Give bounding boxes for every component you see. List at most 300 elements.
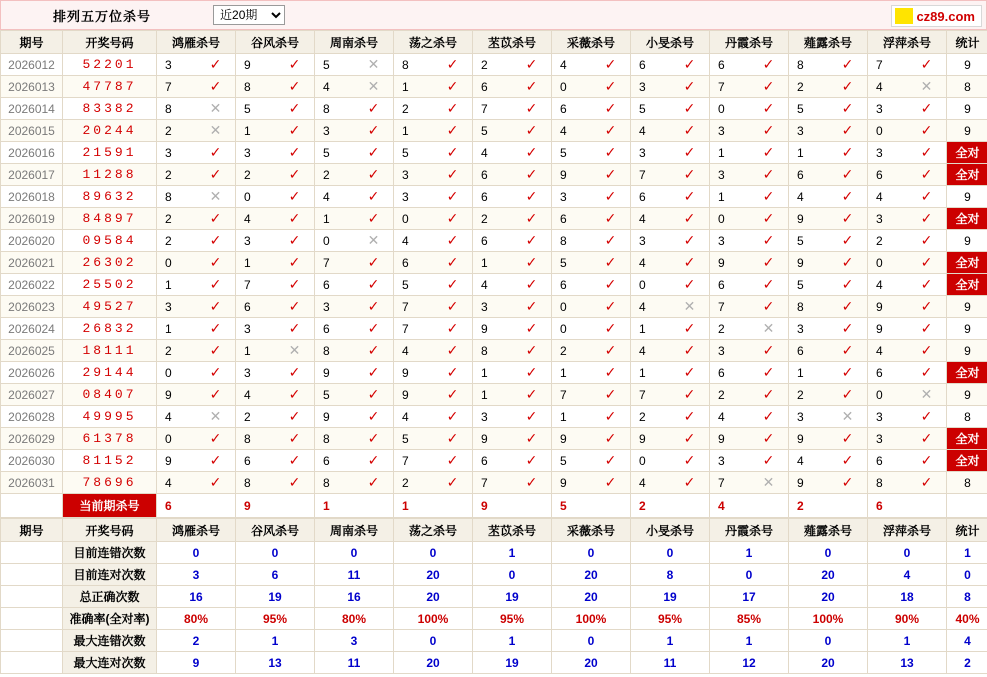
kill-cell bbox=[789, 98, 868, 120]
kill-cell bbox=[394, 120, 473, 142]
kill-number: 1 bbox=[323, 211, 330, 226]
current-kill-cell bbox=[789, 494, 868, 518]
check-icon: ✓ bbox=[604, 386, 617, 402]
summary-value-cell: 20 bbox=[394, 586, 473, 608]
check-icon: ✓ bbox=[683, 100, 696, 116]
issue-cell: 2026031 bbox=[1, 472, 63, 494]
current-stat-cell bbox=[947, 494, 987, 518]
kill-cell bbox=[236, 164, 315, 186]
summary-value-cell: 90% bbox=[868, 608, 947, 630]
kill-number: 4 bbox=[639, 475, 646, 490]
draw-code-cell: 84897 bbox=[63, 208, 157, 230]
kill-number: 9 bbox=[402, 387, 409, 402]
kill-cell bbox=[394, 362, 473, 384]
check-icon: ✓ bbox=[288, 122, 301, 138]
kill-number: 3 bbox=[718, 343, 725, 358]
column-header-12: 统计 bbox=[947, 31, 987, 54]
check-icon: ✓ bbox=[683, 342, 696, 358]
kill-cell bbox=[552, 428, 631, 450]
check-icon: ✓ bbox=[288, 232, 301, 248]
summary-value-cell: 13 bbox=[868, 652, 947, 674]
kill-number: 6 bbox=[639, 57, 646, 72]
kill-number: 2 bbox=[797, 387, 804, 402]
kill-number: 9 bbox=[718, 255, 725, 270]
kill-number: 1 bbox=[165, 321, 172, 336]
kill-number: 7 bbox=[718, 475, 725, 490]
kill-cell bbox=[157, 164, 236, 186]
table-row bbox=[1, 274, 987, 296]
check-icon: ✓ bbox=[367, 122, 380, 138]
kill-cell bbox=[789, 164, 868, 186]
kill-number: 0 bbox=[560, 79, 567, 94]
table-row bbox=[1, 318, 987, 340]
kill-number: 6 bbox=[402, 255, 409, 270]
kill-cell bbox=[631, 450, 710, 472]
check-icon: ✓ bbox=[446, 320, 459, 336]
summary-value-cell: 20 bbox=[789, 564, 868, 586]
check-icon: ✓ bbox=[367, 188, 380, 204]
check-icon: ✓ bbox=[446, 56, 459, 72]
check-icon: ✓ bbox=[525, 430, 538, 446]
kill-number: 6 bbox=[876, 365, 883, 380]
check-icon: ✓ bbox=[841, 298, 854, 314]
kill-cell bbox=[789, 76, 868, 98]
kill-number: 3 bbox=[876, 409, 883, 424]
stat-cell: 9 bbox=[947, 318, 987, 340]
kill-number: 9 bbox=[876, 321, 883, 336]
check-icon: ✓ bbox=[446, 188, 459, 204]
check-icon: ✓ bbox=[446, 276, 459, 292]
kill-cell bbox=[789, 274, 868, 296]
kill-cell bbox=[552, 142, 631, 164]
check-icon: ✓ bbox=[683, 122, 696, 138]
kill-number: 4 bbox=[481, 277, 488, 292]
kill-number: 2 bbox=[639, 409, 646, 424]
check-icon: ✓ bbox=[367, 254, 380, 270]
current-kill-number: 6 bbox=[876, 498, 883, 513]
kill-number: 6 bbox=[560, 211, 567, 226]
kill-number: 0 bbox=[876, 255, 883, 270]
draw-code-cell: 11288 bbox=[63, 164, 157, 186]
kill-cell bbox=[710, 252, 789, 274]
kill-cell bbox=[710, 230, 789, 252]
kill-number: 3 bbox=[797, 123, 804, 138]
check-icon: ✓ bbox=[683, 474, 696, 490]
kill-number: 4 bbox=[639, 211, 646, 226]
check-icon: ✓ bbox=[525, 188, 538, 204]
kill-number: 1 bbox=[797, 365, 804, 380]
check-icon: ✓ bbox=[525, 100, 538, 116]
summary-value-cell: 0 bbox=[710, 564, 789, 586]
kill-number: 0 bbox=[560, 299, 567, 314]
check-icon: ✓ bbox=[446, 144, 459, 160]
draw-code-cell: 21591 bbox=[63, 142, 157, 164]
summary-stat-cell: 2 bbox=[947, 652, 987, 674]
kill-cell bbox=[315, 406, 394, 428]
check-icon: ✓ bbox=[841, 342, 854, 358]
kill-cell bbox=[631, 120, 710, 142]
kill-number: 9 bbox=[481, 321, 488, 336]
kill-number: 3 bbox=[323, 123, 330, 138]
cross-icon: ✕ bbox=[762, 320, 775, 336]
kill-cell bbox=[631, 362, 710, 384]
kill-cell bbox=[631, 340, 710, 362]
kill-cell bbox=[236, 186, 315, 208]
kill-number: 3 bbox=[876, 211, 883, 226]
kill-cell bbox=[631, 164, 710, 186]
kill-cell bbox=[394, 296, 473, 318]
summary-value-cell: 20 bbox=[789, 652, 868, 674]
kill-number: 2 bbox=[481, 211, 488, 226]
kill-cell bbox=[394, 450, 473, 472]
check-icon: ✓ bbox=[683, 452, 696, 468]
check-icon: ✓ bbox=[288, 474, 301, 490]
kill-number: 8 bbox=[323, 475, 330, 490]
check-icon: ✓ bbox=[209, 386, 222, 402]
kill-number: 4 bbox=[718, 409, 725, 424]
kill-cell bbox=[710, 186, 789, 208]
kill-number: 0 bbox=[244, 189, 251, 204]
summary-value-cell: 9 bbox=[157, 652, 236, 674]
table-row bbox=[1, 76, 987, 98]
table-body bbox=[1, 54, 987, 518]
kill-number: 3 bbox=[165, 145, 172, 160]
check-icon: ✓ bbox=[604, 188, 617, 204]
table-row bbox=[1, 252, 987, 274]
kill-cell bbox=[710, 362, 789, 384]
check-icon: ✓ bbox=[762, 276, 775, 292]
check-icon: ✓ bbox=[920, 320, 933, 336]
kill-cell bbox=[789, 142, 868, 164]
kill-number: 6 bbox=[797, 167, 804, 182]
kill-cell bbox=[394, 98, 473, 120]
kill-cell bbox=[157, 406, 236, 428]
cross-icon: ✕ bbox=[209, 122, 222, 138]
column-header-9: 丹霞杀号 bbox=[710, 31, 789, 54]
check-icon: ✓ bbox=[920, 364, 933, 380]
kill-cell bbox=[473, 142, 552, 164]
column-header-6: 苤苡杀号 bbox=[473, 31, 552, 54]
kill-cell bbox=[394, 76, 473, 98]
kill-cell bbox=[236, 450, 315, 472]
check-icon: ✓ bbox=[841, 122, 854, 138]
kill-cell bbox=[236, 296, 315, 318]
summary-value-cell: 0 bbox=[473, 564, 552, 586]
table-row bbox=[1, 428, 987, 450]
kill-cell bbox=[710, 164, 789, 186]
kill-number: 6 bbox=[639, 189, 646, 204]
summary-spacer-cell bbox=[1, 564, 63, 586]
kill-number: 9 bbox=[165, 387, 172, 402]
kill-cell bbox=[315, 186, 394, 208]
summary-value-cell: 100% bbox=[789, 608, 868, 630]
check-icon: ✓ bbox=[288, 210, 301, 226]
kill-cell bbox=[789, 406, 868, 428]
kill-cell bbox=[631, 208, 710, 230]
kill-number: 9 bbox=[560, 431, 567, 446]
kill-cell bbox=[315, 472, 394, 494]
kill-cell bbox=[789, 362, 868, 384]
kill-cell bbox=[710, 428, 789, 450]
check-icon: ✓ bbox=[762, 232, 775, 248]
summary-value-cell: 95% bbox=[631, 608, 710, 630]
kill-cell bbox=[631, 428, 710, 450]
kill-cell bbox=[552, 230, 631, 252]
kill-number: 7 bbox=[718, 299, 725, 314]
check-icon: ✓ bbox=[525, 386, 538, 402]
kill-cell bbox=[710, 318, 789, 340]
summary-value-cell: 80% bbox=[157, 608, 236, 630]
current-kill-cell bbox=[315, 494, 394, 518]
kill-number: 4 bbox=[797, 189, 804, 204]
kill-number: 2 bbox=[165, 233, 172, 248]
cross-icon: ✕ bbox=[367, 232, 380, 248]
kill-cell bbox=[236, 384, 315, 406]
kill-cell bbox=[552, 54, 631, 76]
summary-value-cell: 19 bbox=[473, 652, 552, 674]
header-row bbox=[1, 31, 987, 54]
kill-number: 4 bbox=[402, 343, 409, 358]
summary-value-cell: 18 bbox=[868, 586, 947, 608]
kill-number: 4 bbox=[639, 255, 646, 270]
kill-number: 9 bbox=[323, 365, 330, 380]
kill-cell bbox=[552, 472, 631, 494]
summary-row-label: 目前连错次数 bbox=[63, 542, 157, 564]
draw-code-cell: 47787 bbox=[63, 76, 157, 98]
kill-number: 3 bbox=[876, 431, 883, 446]
check-icon: ✓ bbox=[683, 276, 696, 292]
kill-cell bbox=[710, 120, 789, 142]
check-icon: ✓ bbox=[209, 298, 222, 314]
kill-number: 2 bbox=[165, 211, 172, 226]
cross-icon: ✕ bbox=[209, 408, 222, 424]
check-icon: ✓ bbox=[762, 342, 775, 358]
check-icon: ✓ bbox=[920, 452, 933, 468]
summary-row bbox=[1, 608, 987, 630]
kill-number: 6 bbox=[560, 277, 567, 292]
kill-cell bbox=[868, 296, 947, 318]
kill-cell bbox=[552, 450, 631, 472]
check-icon: ✓ bbox=[841, 166, 854, 182]
summary-spacer-cell bbox=[1, 630, 63, 652]
kill-cell bbox=[394, 164, 473, 186]
kill-cell bbox=[631, 54, 710, 76]
summary-value-cell: 80% bbox=[315, 608, 394, 630]
issue-cell: 2026016 bbox=[1, 142, 63, 164]
check-icon: ✓ bbox=[288, 254, 301, 270]
check-icon: ✓ bbox=[920, 122, 933, 138]
check-icon: ✓ bbox=[604, 430, 617, 446]
current-empty-cell bbox=[1, 494, 63, 518]
check-icon: ✓ bbox=[446, 430, 459, 446]
kill-cell bbox=[394, 340, 473, 362]
kill-cell bbox=[552, 252, 631, 274]
cross-icon: ✕ bbox=[683, 298, 696, 314]
check-icon: ✓ bbox=[525, 78, 538, 94]
kill-number: 3 bbox=[244, 321, 251, 336]
kill-number: 4 bbox=[560, 57, 567, 72]
kill-number: 6 bbox=[244, 299, 251, 314]
issue-cell: 2026013 bbox=[1, 76, 63, 98]
summary-value-cell: 0 bbox=[157, 542, 236, 564]
kill-number: 0 bbox=[639, 453, 646, 468]
page-header bbox=[0, 0, 987, 30]
kill-cell bbox=[394, 252, 473, 274]
kill-number: 4 bbox=[323, 79, 330, 94]
check-icon: ✓ bbox=[762, 210, 775, 226]
kill-cell bbox=[315, 164, 394, 186]
kill-number: 3 bbox=[718, 453, 725, 468]
summary-value-cell: 100% bbox=[394, 608, 473, 630]
kill-cell bbox=[868, 340, 947, 362]
period-select[interactable] bbox=[213, 5, 285, 25]
kill-cell bbox=[552, 406, 631, 428]
check-icon: ✓ bbox=[920, 254, 933, 270]
column-header-7: 采薇杀号 bbox=[552, 31, 631, 54]
summary-value-cell: 16 bbox=[315, 586, 394, 608]
column-header-8: 小旻杀号 bbox=[631, 31, 710, 54]
kill-number: 0 bbox=[876, 123, 883, 138]
summary-value-cell: 1 bbox=[868, 630, 947, 652]
check-icon: ✓ bbox=[525, 474, 538, 490]
cross-icon: ✕ bbox=[920, 78, 933, 94]
kill-number: 4 bbox=[244, 211, 251, 226]
issue-cell: 2026024 bbox=[1, 318, 63, 340]
kill-cell bbox=[315, 230, 394, 252]
check-icon: ✓ bbox=[209, 364, 222, 380]
check-icon: ✓ bbox=[683, 430, 696, 446]
check-icon: ✓ bbox=[683, 364, 696, 380]
kill-cell bbox=[157, 120, 236, 142]
kill-cell bbox=[315, 318, 394, 340]
kill-number: 5 bbox=[560, 145, 567, 160]
kill-cell bbox=[868, 164, 947, 186]
check-icon: ✓ bbox=[446, 210, 459, 226]
stat-cell: 全对 bbox=[947, 208, 987, 230]
summary-row-label: 总正确次数 bbox=[63, 586, 157, 608]
check-icon: ✓ bbox=[209, 430, 222, 446]
check-icon: ✓ bbox=[288, 144, 301, 160]
check-icon: ✓ bbox=[209, 210, 222, 226]
kill-cell bbox=[157, 54, 236, 76]
summary-row bbox=[1, 564, 987, 586]
check-icon: ✓ bbox=[920, 188, 933, 204]
summary-column-header-12: 统计 bbox=[947, 519, 987, 542]
kill-number: 7 bbox=[718, 79, 725, 94]
kill-number: 2 bbox=[165, 343, 172, 358]
kill-cell bbox=[315, 428, 394, 450]
check-icon: ✓ bbox=[920, 298, 933, 314]
check-icon: ✓ bbox=[525, 122, 538, 138]
kill-number: 9 bbox=[797, 431, 804, 446]
kill-cell bbox=[394, 274, 473, 296]
check-icon: ✓ bbox=[288, 452, 301, 468]
check-icon: ✓ bbox=[367, 452, 380, 468]
kill-cell bbox=[868, 406, 947, 428]
summary-column-header-9: 丹霞杀号 bbox=[710, 519, 789, 542]
page-title: 排列五万位杀号 bbox=[53, 8, 152, 24]
kill-number: 5 bbox=[639, 101, 646, 116]
check-icon: ✓ bbox=[525, 320, 538, 336]
check-icon: ✓ bbox=[762, 430, 775, 446]
kill-cell bbox=[552, 384, 631, 406]
check-icon: ✓ bbox=[525, 56, 538, 72]
check-icon: ✓ bbox=[367, 166, 380, 182]
kill-number: 6 bbox=[244, 453, 251, 468]
kill-number: 6 bbox=[323, 277, 330, 292]
kill-number: 7 bbox=[876, 57, 883, 72]
check-icon: ✓ bbox=[367, 386, 380, 402]
kill-cell bbox=[473, 164, 552, 186]
check-icon: ✓ bbox=[841, 364, 854, 380]
table-row bbox=[1, 54, 987, 76]
kill-cell bbox=[552, 186, 631, 208]
check-icon: ✓ bbox=[446, 254, 459, 270]
kill-cell bbox=[631, 384, 710, 406]
kill-number: 5 bbox=[797, 277, 804, 292]
kill-number: 0 bbox=[718, 101, 725, 116]
kill-number: 9 bbox=[797, 255, 804, 270]
kill-number: 3 bbox=[639, 145, 646, 160]
check-icon: ✓ bbox=[683, 210, 696, 226]
check-icon: ✓ bbox=[683, 188, 696, 204]
summary-value-cell: 11 bbox=[631, 652, 710, 674]
summary-value-cell: 11 bbox=[315, 652, 394, 674]
kill-cell bbox=[315, 450, 394, 472]
kill-number: 6 bbox=[718, 57, 725, 72]
kill-number: 9 bbox=[481, 431, 488, 446]
kill-number: 4 bbox=[876, 277, 883, 292]
stat-cell: 9 bbox=[947, 120, 987, 142]
check-icon: ✓ bbox=[841, 100, 854, 116]
kill-number: 1 bbox=[718, 189, 725, 204]
check-icon: ✓ bbox=[209, 144, 222, 160]
kill-cell bbox=[473, 98, 552, 120]
summary-column-header-0: 期号 bbox=[1, 519, 63, 542]
issue-cell: 2026026 bbox=[1, 362, 63, 384]
summary-value-cell: 19 bbox=[631, 586, 710, 608]
check-icon: ✓ bbox=[367, 364, 380, 380]
kill-cell bbox=[473, 428, 552, 450]
summary-row bbox=[1, 630, 987, 652]
kill-cell bbox=[789, 428, 868, 450]
summary-column-header-1: 开奖号码 bbox=[63, 519, 157, 542]
kill-number: 6 bbox=[876, 453, 883, 468]
kill-cell bbox=[868, 54, 947, 76]
kill-number: 4 bbox=[797, 453, 804, 468]
kill-number: 2 bbox=[244, 409, 251, 424]
issue-cell: 2026021 bbox=[1, 252, 63, 274]
table-row bbox=[1, 406, 987, 428]
kill-cell bbox=[868, 450, 947, 472]
summary-column-header-11: 浮萍杀号 bbox=[868, 519, 947, 542]
cross-icon: ✕ bbox=[209, 100, 222, 116]
kill-cell bbox=[868, 274, 947, 296]
kill-number: 9 bbox=[797, 211, 804, 226]
kill-cell bbox=[473, 208, 552, 230]
kill-number: 8 bbox=[481, 343, 488, 358]
kill-cell bbox=[789, 340, 868, 362]
stat-cell: 全对 bbox=[947, 164, 987, 186]
kill-number: 9 bbox=[402, 365, 409, 380]
logo-square-icon bbox=[895, 8, 913, 24]
check-icon: ✓ bbox=[525, 210, 538, 226]
kill-cell bbox=[789, 318, 868, 340]
check-icon: ✓ bbox=[209, 276, 222, 292]
check-icon: ✓ bbox=[841, 254, 854, 270]
kill-cell bbox=[315, 54, 394, 76]
check-icon: ✓ bbox=[209, 474, 222, 490]
